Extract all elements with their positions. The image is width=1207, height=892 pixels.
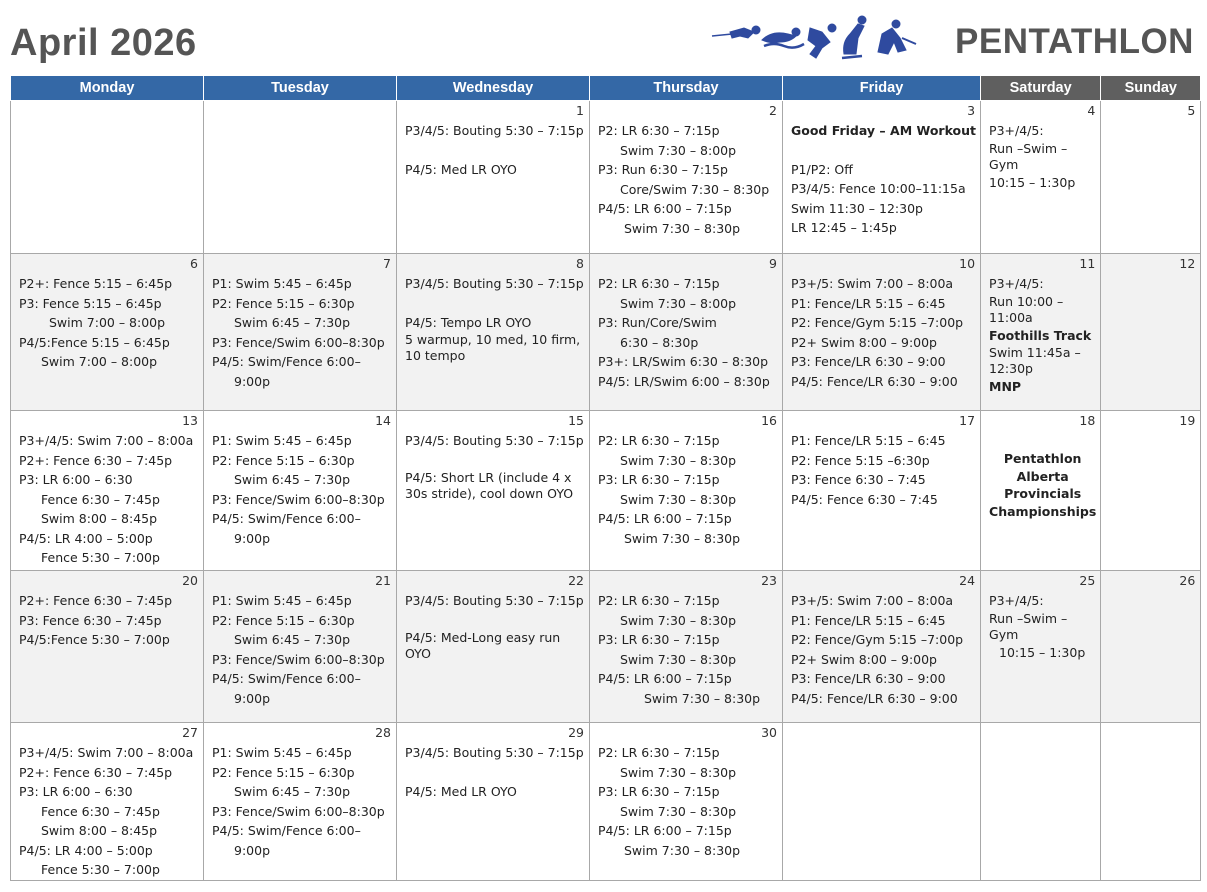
event-line: P1: Fence/LR 5:15 – 6:45 bbox=[791, 433, 946, 448]
event-line: P3+: LR/Swim 6:30 – 8:30p bbox=[598, 354, 769, 369]
day-cell[interactable] bbox=[1101, 101, 1201, 254]
pentathlon-logo-icon bbox=[710, 14, 918, 62]
event-line: P3+/5: Swim 7:00 – 8:00a bbox=[791, 276, 954, 291]
event-line: P1: Fence/LR 5:15 – 6:45 bbox=[791, 295, 946, 311]
day-events bbox=[11, 723, 203, 880]
day-number: 25 bbox=[1079, 573, 1096, 588]
event-line: P4/5: LR 6:00 – 7:15p bbox=[598, 671, 732, 686]
event-line: Gym bbox=[989, 626, 1019, 642]
day-cell[interactable] bbox=[981, 101, 1101, 254]
day-cell[interactable] bbox=[590, 101, 783, 254]
event-line: Gym bbox=[989, 156, 1019, 172]
day-cell[interactable] bbox=[783, 723, 981, 881]
event-line: Swim 7:30 – 8:30p bbox=[620, 803, 737, 819]
day-cell[interactable] bbox=[590, 254, 783, 411]
event-line: P3: LR 6:00 – 6:30 bbox=[19, 472, 133, 487]
day-cell[interactable] bbox=[1101, 571, 1201, 723]
event-line: P1: Fence/LR 5:15 – 6:45 bbox=[791, 612, 946, 628]
event-line: P3: Run/Core/Swim bbox=[598, 315, 717, 330]
event-line: P4/5: Fence/LR 6:30 – 9:00 bbox=[791, 373, 958, 389]
day-events bbox=[204, 571, 396, 708]
calendar-table bbox=[10, 75, 1201, 881]
event-line: P4/5: LR 4:00 – 5:00p bbox=[19, 530, 153, 546]
event-line: P4/5: LR 6:00 – 7:15p bbox=[598, 823, 732, 838]
event-line: P1: Swim 5:45 – 6:45p bbox=[212, 745, 352, 760]
day-events bbox=[397, 571, 589, 662]
event-line: P2: Fence 5:15 – 6:30p bbox=[212, 764, 355, 780]
day-number: 29 bbox=[568, 725, 584, 740]
event-line: Swim 7:30 – 8:30p bbox=[620, 651, 737, 667]
event-line: P2: Fence 5:15 –6:30p bbox=[791, 452, 930, 468]
day-cell[interactable] bbox=[590, 723, 783, 881]
day-events bbox=[590, 723, 782, 860]
day-events bbox=[981, 723, 1100, 743]
event-line: P4/5:Fence 5:30 – 7:00p bbox=[19, 632, 170, 647]
day-events bbox=[981, 254, 1100, 397]
event-line: P2: Fence 5:15 – 6:30p bbox=[212, 612, 355, 628]
event-line: P3: Fence/Swim 6:00–8:30p bbox=[212, 334, 385, 350]
event-line: Fence 6:30 – 7:45p bbox=[41, 803, 160, 819]
event-line: Run –Swim – bbox=[989, 140, 1068, 156]
event-line: P4/5: Fence/LR 6:30 – 9:00 bbox=[791, 690, 958, 706]
event-line: Swim 7:00 – 8:00p bbox=[49, 315, 166, 330]
event-line: Fence 6:30 – 7:45p bbox=[41, 491, 160, 507]
event-line: P2: LR 6:30 – 7:15p bbox=[598, 593, 720, 608]
day-cell[interactable] bbox=[783, 254, 981, 411]
day-events bbox=[783, 571, 980, 708]
event-line: Core/Swim 7:30 – 8:30p bbox=[620, 181, 770, 197]
weekday-header-row bbox=[11, 76, 1201, 101]
day-cell[interactable] bbox=[397, 254, 590, 411]
spacer bbox=[405, 451, 585, 470]
day-events bbox=[783, 254, 980, 391]
event-line: P3+/4/5: bbox=[989, 593, 1044, 608]
event-line: Fence 5:30 – 7:00p bbox=[41, 550, 160, 565]
event-line: Swim 7:30 – 8:30p bbox=[620, 491, 737, 507]
event-line: P4/5: LR 4:00 – 5:00p bbox=[19, 842, 153, 858]
day-number: 28 bbox=[375, 725, 391, 740]
event-line: P3/4/5: Bouting 5:30 – 7:15p bbox=[405, 123, 584, 138]
day-number: 22 bbox=[568, 573, 584, 588]
event-line: P3+/4/5: Swim 7:00 – 8:00a bbox=[19, 745, 194, 760]
event-line: P3+/4/5: bbox=[989, 123, 1044, 138]
event-line: P2: LR 6:30 – 7:15p bbox=[598, 745, 720, 760]
event-line: P4/5: Swim/Fence 6:00– bbox=[212, 823, 361, 838]
event-line: P3/4/5: Bouting 5:30 – 7:15p bbox=[405, 593, 584, 608]
day-cell[interactable] bbox=[981, 254, 1101, 411]
event-highlight: Good Friday – AM Workout bbox=[791, 123, 977, 138]
week-row bbox=[11, 411, 1201, 571]
event-line: P3: LR 6:00 – 6:30 bbox=[19, 784, 133, 799]
day-events bbox=[397, 723, 589, 801]
event-line: P4/5: LR 6:00 – 7:15p bbox=[598, 511, 732, 526]
event-line: P3/4/5: Bouting 5:30 – 7:15p bbox=[405, 276, 584, 291]
event-line: 10:15 – 1:30p bbox=[989, 174, 1076, 190]
day-number: 10 bbox=[959, 256, 976, 271]
event-line: Swim 6:45 – 7:30p bbox=[234, 472, 351, 487]
day-events bbox=[981, 101, 1100, 192]
event-line: P4/5: Swim/Fence 6:00– bbox=[212, 671, 361, 686]
event-line: Run 10:00 – bbox=[989, 293, 1064, 309]
day-number: 5 bbox=[1187, 103, 1196, 118]
day-cell[interactable] bbox=[11, 571, 204, 723]
event-line: LR 12:45 – 1:45p bbox=[791, 220, 897, 235]
day-cell[interactable] bbox=[11, 411, 204, 571]
day-events bbox=[204, 411, 396, 548]
event-line: P3+/4/5: bbox=[989, 276, 1044, 291]
event-line: Swim 7:30 – 8:30p bbox=[624, 842, 741, 858]
event-line: P3: LR 6:30 – 7:15p bbox=[598, 784, 720, 799]
day-cell[interactable] bbox=[783, 101, 981, 254]
event-line: P2+: Fence 5:15 – 6:45p bbox=[19, 276, 173, 291]
event-line: P2+: Fence 6:30 – 7:45p bbox=[19, 764, 173, 780]
event-line: 12:30p bbox=[989, 361, 1033, 376]
event-line: Fence 5:30 – 7:00p bbox=[41, 862, 160, 877]
event-line: P3/4/5: Fence 10:00–11:15a bbox=[791, 181, 966, 196]
event-line: P3: Fence/LR 6:30 – 9:00 bbox=[791, 671, 946, 686]
event-line: P2: LR 6:30 – 7:15p bbox=[598, 123, 720, 138]
event-line: P1: Swim 5:45 – 6:45p bbox=[212, 593, 352, 608]
day-cell[interactable] bbox=[397, 723, 590, 881]
weekend-header: Saturday bbox=[981, 76, 1101, 101]
day-events bbox=[590, 571, 782, 708]
day-number: 6 bbox=[190, 256, 198, 271]
event-line: Run –Swim – bbox=[989, 610, 1068, 626]
day-cell[interactable] bbox=[981, 411, 1101, 571]
event-line: P4/5: Tempo LR OYO bbox=[405, 314, 532, 330]
week-row bbox=[11, 101, 1201, 254]
event-line: Swim 7:00 – 8:00p bbox=[41, 354, 158, 369]
day-cell[interactable] bbox=[397, 101, 590, 254]
event-line: P1/P2: Off bbox=[791, 161, 853, 177]
event-line: P3: LR 6:30 – 7:15p bbox=[598, 472, 720, 487]
day-number: 2 bbox=[769, 103, 777, 118]
day-events bbox=[783, 101, 980, 238]
day-number: 7 bbox=[383, 256, 391, 271]
event-line: P4/5: LR/Swim 6:00 – 8:30p bbox=[598, 373, 770, 389]
day-events bbox=[11, 101, 203, 121]
spacer bbox=[989, 431, 1096, 450]
event-line: P2: Fence/Gym 5:15 –7:00p bbox=[791, 315, 964, 330]
event-line: P2: LR 6:30 – 7:15p bbox=[598, 433, 720, 448]
event-line: 5 warmup, 10 med, 10 firm, 10 tempo bbox=[405, 332, 581, 363]
day-cell[interactable] bbox=[1101, 411, 1201, 571]
event-line: P2+: Fence 6:30 – 7:45p bbox=[19, 452, 173, 468]
event-highlight: MNP bbox=[989, 379, 1022, 394]
day-events bbox=[11, 411, 203, 568]
day-number: 4 bbox=[1087, 103, 1096, 118]
day-number: 14 bbox=[375, 413, 391, 428]
event-line: P2: Fence 5:15 – 6:30p bbox=[212, 295, 355, 311]
day-number: 26 bbox=[1179, 573, 1196, 588]
event-line: P4/5: LR 6:00 – 7:15p bbox=[598, 201, 732, 216]
event-line: P2: Fence 5:15 – 6:30p bbox=[212, 452, 355, 468]
event-line: P2+ Swim 8:00 – 9:00p bbox=[791, 334, 937, 350]
event-line: P4/5: Med-Long easy run OYO bbox=[405, 629, 561, 661]
day-number: 24 bbox=[959, 573, 976, 588]
day-events bbox=[590, 411, 782, 548]
day-number: 16 bbox=[761, 413, 777, 428]
event-line: Swim 6:45 – 7:30p bbox=[234, 632, 351, 647]
event-line: 9:00p bbox=[234, 690, 271, 706]
event-line: P3: Fence 6:30 – 7:45p bbox=[19, 612, 162, 628]
day-number: 21 bbox=[375, 573, 391, 588]
day-cell[interactable] bbox=[11, 723, 204, 881]
event-line: Swim 7:30 – 8:30p bbox=[620, 764, 737, 780]
event-line: P1: Swim 5:45 – 6:45p bbox=[212, 433, 352, 448]
day-cell[interactable] bbox=[204, 411, 397, 571]
day-number: 15 bbox=[568, 413, 584, 428]
spacer bbox=[405, 294, 585, 313]
day-events bbox=[1101, 723, 1200, 743]
day-events bbox=[204, 254, 396, 391]
spacer bbox=[791, 141, 976, 160]
day-number: 13 bbox=[182, 413, 198, 428]
event-line: P2: Fence/Gym 5:15 –7:00p bbox=[791, 632, 964, 647]
event-line: Swim 7:30 – 8:30p bbox=[624, 220, 741, 236]
weekday-header: Thursday bbox=[590, 76, 783, 101]
event-line: P3: Run 6:30 – 7:15p bbox=[598, 162, 728, 177]
event-line: Swim 7:30 – 8:30p bbox=[624, 530, 741, 546]
event-line: Swim 6:45 – 7:30p bbox=[234, 315, 351, 330]
day-number: 18 bbox=[1079, 413, 1096, 428]
day-events bbox=[397, 411, 589, 502]
page-title: April 2026 bbox=[10, 22, 197, 64]
event-line: P3: Fence/Swim 6:00–8:30p bbox=[212, 651, 385, 667]
day-events bbox=[590, 101, 782, 238]
event-line: Swim 7:30 – 8:30p bbox=[620, 452, 737, 468]
event-line: 9:00p bbox=[234, 842, 271, 858]
day-events bbox=[11, 571, 203, 650]
event-line: P3/4/5: Bouting 5:30 – 7:15p bbox=[405, 745, 584, 760]
event-line: Swim 7:30 – 8:30p bbox=[644, 690, 761, 706]
day-cell[interactable] bbox=[204, 254, 397, 411]
day-events bbox=[783, 723, 980, 743]
event-line: 10:15 – 1:30p bbox=[999, 644, 1086, 660]
day-cell[interactable] bbox=[204, 571, 397, 723]
day-events bbox=[204, 723, 396, 860]
event-line: P3: Fence/LR 6:30 – 9:00 bbox=[791, 354, 946, 369]
event-line: P2+ Swim 8:00 – 9:00p bbox=[791, 651, 937, 667]
week-row bbox=[11, 254, 1201, 411]
event-line: 9:00p bbox=[234, 373, 271, 389]
day-events bbox=[1101, 101, 1200, 121]
event-line: P3: Fence 6:30 – 7:45 bbox=[791, 472, 926, 487]
event-line: P4/5: Med LR OYO bbox=[405, 161, 517, 177]
day-events bbox=[397, 101, 589, 179]
event-line: Swim 11:30 – 12:30p bbox=[791, 200, 923, 216]
event-line: P3: LR 6:30 – 7:15p bbox=[598, 632, 720, 647]
day-number: 1 bbox=[576, 103, 584, 118]
day-cell[interactable] bbox=[204, 723, 397, 881]
day-cell[interactable] bbox=[397, 411, 590, 571]
event-line: P4/5: Med LR OYO bbox=[405, 783, 517, 799]
event-line: P4/5:Fence 5:15 – 6:45p bbox=[19, 334, 170, 350]
day-number: 20 bbox=[182, 573, 198, 588]
event-line: P4/5: Fence 6:30 – 7:45 bbox=[791, 491, 938, 507]
event-line: P3+/4/5: Swim 7:00 – 8:00a bbox=[19, 433, 194, 448]
event-line: P3: Fence 5:15 – 6:45p bbox=[19, 295, 162, 311]
day-cell[interactable] bbox=[981, 723, 1101, 881]
day-number: 9 bbox=[769, 256, 777, 271]
event-line: P3/4/5: Bouting 5:30 – 7:15p bbox=[405, 433, 584, 448]
event-line: P3+/5: Swim 7:00 – 8:00a bbox=[791, 593, 954, 608]
day-number: 11 bbox=[1079, 256, 1096, 271]
day-number: 8 bbox=[576, 256, 584, 271]
event-line: Swim 8:00 – 8:45p bbox=[41, 511, 158, 526]
weekday-header: Friday bbox=[783, 76, 981, 101]
day-cell[interactable] bbox=[204, 101, 397, 254]
event-line: 6:30 – 8:30p bbox=[620, 334, 699, 350]
day-events bbox=[397, 254, 589, 364]
event-line: Swim 8:00 – 8:45p bbox=[41, 823, 158, 838]
event-highlight: Pentathlon Alberta Provincials Championships bbox=[989, 451, 1097, 519]
day-events bbox=[204, 101, 396, 121]
event-line: P4/5: Short LR (include 4 x 30s stride), cool down OYO bbox=[405, 469, 574, 501]
day-events bbox=[783, 411, 980, 509]
event-line: P2+: Fence 6:30 – 7:45p bbox=[19, 593, 173, 608]
day-cell[interactable] bbox=[11, 254, 204, 411]
spacer bbox=[405, 141, 585, 160]
weekend-header: Sunday bbox=[1101, 76, 1201, 101]
day-events bbox=[11, 254, 203, 372]
event-line: 9:00p bbox=[234, 530, 271, 546]
day-number: 17 bbox=[959, 413, 976, 428]
weekday-header: Tuesday bbox=[204, 76, 397, 101]
event-line: Swim 11:45a – bbox=[989, 345, 1081, 360]
event-line: Swim 7:30 – 8:00p bbox=[620, 295, 737, 311]
event-line: P4/5: Swim/Fence 6:00– bbox=[212, 354, 361, 369]
day-events bbox=[590, 254, 782, 391]
event-highlight: Foothills Track bbox=[989, 327, 1092, 343]
event-line: P2: LR 6:30 – 7:15p bbox=[598, 276, 720, 291]
day-cell[interactable] bbox=[783, 411, 981, 571]
day-number: 12 bbox=[1179, 256, 1196, 271]
day-number: 30 bbox=[761, 725, 777, 740]
day-number: 19 bbox=[1179, 413, 1196, 428]
spacer bbox=[405, 763, 585, 782]
event-line: P3: Fence/Swim 6:00–8:30p bbox=[212, 491, 385, 507]
weekday-header: Monday bbox=[11, 76, 204, 101]
event-line: Swim 6:45 – 7:30p bbox=[234, 784, 351, 799]
day-cell[interactable] bbox=[590, 571, 783, 723]
event-line: 11:00a bbox=[989, 309, 1033, 325]
event-line: Swim 7:30 – 8:00p bbox=[620, 142, 737, 158]
day-cell[interactable] bbox=[397, 571, 590, 723]
event-line: P4/5: Swim/Fence 6:00– bbox=[212, 511, 361, 526]
weekday-header: Wednesday bbox=[397, 76, 590, 101]
brand-title: PENTATHLON bbox=[955, 22, 1194, 61]
week-row bbox=[11, 723, 1201, 881]
event-line: Swim 7:30 – 8:30p bbox=[620, 612, 737, 628]
event-line: P1: Swim 5:45 – 6:45p bbox=[212, 276, 352, 291]
day-cell[interactable] bbox=[11, 101, 204, 254]
day-number: 27 bbox=[182, 725, 198, 740]
week-row bbox=[11, 571, 1201, 723]
day-cell[interactable] bbox=[981, 571, 1101, 723]
day-cell[interactable] bbox=[783, 571, 981, 723]
day-number: 23 bbox=[761, 573, 777, 588]
day-number: 3 bbox=[967, 103, 976, 118]
event-line: P3: Fence/Swim 6:00–8:30p bbox=[212, 803, 385, 819]
day-cell[interactable] bbox=[1101, 723, 1201, 881]
spacer bbox=[405, 611, 585, 630]
day-cell[interactable] bbox=[1101, 254, 1201, 411]
day-cell[interactable] bbox=[590, 411, 783, 571]
